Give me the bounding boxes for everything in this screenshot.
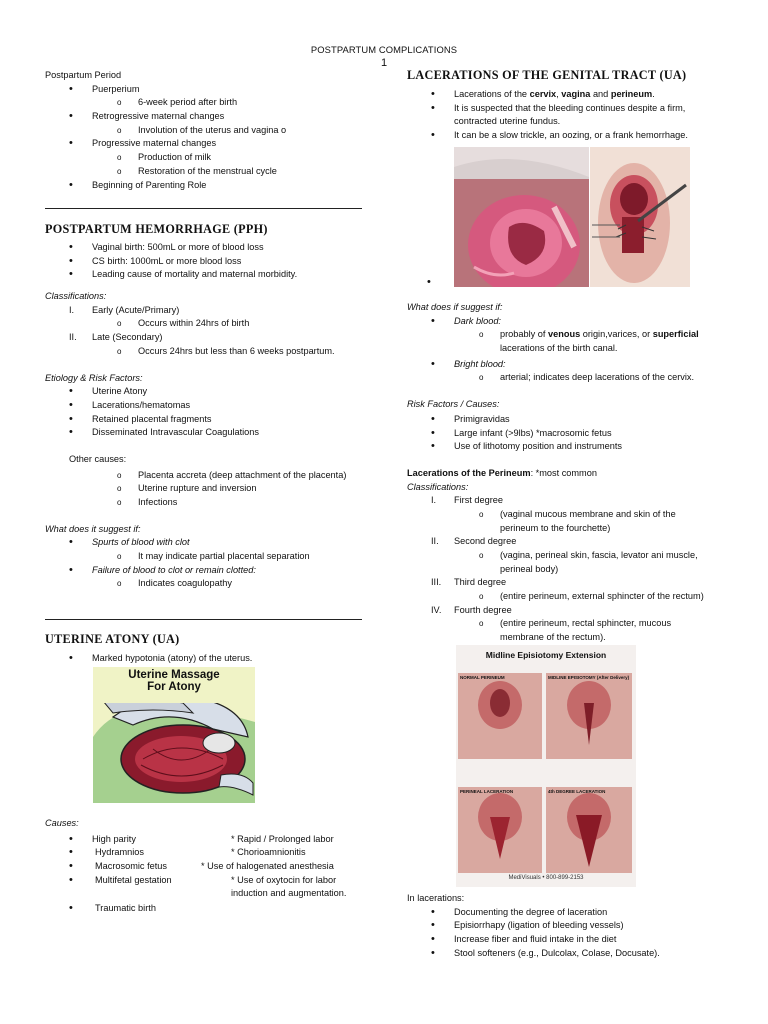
in-lacerations-label: In lacerations: (407, 893, 465, 903)
classifications-label: Classifications: (45, 291, 107, 302)
what-suggest-label: What does if suggest if: (407, 302, 503, 312)
pph-heading: POSTPARTUM HEMORRHAGE (PPH) (45, 222, 268, 236)
episiotomy-extension-figure (456, 645, 636, 887)
uterine-massage-illustration (93, 667, 255, 803)
panel-c-label: PERINEAL LACERATION (460, 789, 514, 794)
section-divider (45, 619, 362, 620)
suggest-label: What does it suggest if: (45, 523, 141, 534)
panel-a-label: NORMAL PERINEUM (460, 675, 505, 680)
perineum-title: Lacerations of the Perineum: *most common (407, 467, 597, 478)
lacerations-section: LACERATIONS OF THE GENITAL TRACT (UA) • Lacerations of the cervix, vagina and perineum. • It is suspected that the bleeding continues despite a firm, contracted uterine fundus. • It can be a slow trickle, an oozing, or a frank hemorrhage. (407, 67, 727, 143)
cervical-laceration-photo (454, 147, 589, 287)
ua-heading: UTERINE ATONY (UA) (45, 632, 180, 646)
watermark-text: MediVisuals • 800-899-2153 (508, 875, 584, 881)
illustration-title-line1: Uterine Massage (128, 669, 220, 681)
page-number: 1 (380, 57, 388, 69)
what-suggest-section: What does if suggest if: • Dark blood: o probably of venous origin,varices, or superficial lacerations of the birth canal. • Bright blood: o arterial; indicates deep lacerations of the cervix. Risk Factors / Causes: • Primigravidas • Large infant (>9lbs) *macrosomic fetus • Use of lithotomy position and instruments Lacerations of the Perineum: *most common Classifications: I. First degree o (vaginal mucous membrane and skin of the perineum to the fourchette) II. Second degree o (vagina, perineal skin, fascia, levator ani muscle, perineal body) III. Third degree o (entire perineum, external sphincter of the rectum) IV. Fourth degree o (entire perineum, rectal sphincter, mucous membrane of the rectum). (407, 301, 727, 645)
laceration-suture-illustration (590, 147, 690, 287)
list-item (69, 83, 73, 97)
episiotomy-panels-drawing (456, 645, 636, 887)
panel-b-label: MIDLINE EPISIOTOMY (After Delivery) (548, 675, 630, 680)
intro-title: Postpartum Period (45, 70, 122, 80)
illustration-title-line2: For Atony (147, 681, 201, 693)
empty-bullet: • (427, 276, 431, 288)
causes-section: Causes: • High parity * Rapid / Prolonged labor • Hydramnios * Chorioamnionitis • Macrosomic fetus * Use of halogenated anesthesia • Multifetal gestation * Use of oxytocin for labor induction and augmentation. • Traumatic birth (45, 817, 365, 916)
in-lacerations-section: In lacerations: • Documenting the degree of laceration • Episiorrhapy (ligation of bleeding vessels) • Increase fiber and fluid intake in the diet • Stool softeners (e.g., Dulcolax, Colase, Docusate). (407, 892, 727, 960)
panel-d-label: 4th DEGREE LACERATION (548, 789, 606, 794)
left-column: Postpartum Period • Puerperium o 6-week period after birth • Retrogressive maternal changes o Involution of the uterus and vagina o • Progressive maternal changes o Production of milk o Restoration of the menstrual cycle • Beginning of Parenting Role (45, 69, 365, 192)
ua-section: UTERINE ATONY (UA) • Marked hypotonia (atony) of the uterus. (45, 631, 365, 666)
document-header: POSTPARTUM COMPLICATIONS (310, 44, 458, 55)
section-divider (45, 208, 362, 209)
lacerations-heading: LACERATIONS OF THE GENITAL TRACT (UA) (407, 68, 687, 82)
pph-section: POSTPARTUM HEMORRHAGE (PPH) • Vaginal birth: 500mL or more of blood loss • CS birth: 1000mL or more blood loss • Leading cause of mortality and maternal morbidity. Classifications: I. Early (Acute/Primary) o Occurs within 24hrs of birth II. Late (Secondary) o Occurs 24hrs but less than 6 weeks postpartum. Etiology & Risk Factors: • Uterine Atony • Lacerations/hematomas • Retained placental fragments • Disseminated Intravascular Coagulations Other causes: o Placenta accreta (deep attachment of the placenta) o Uterine rupture and inversion o Infections What does it suggest if: • Spurts of blood with clot o It may indicate partial placental separation • Failure of blood to clot or remain clotted: o Indicates coagulopathy (45, 221, 365, 591)
etiology-label: Etiology & Risk Factors: (45, 372, 143, 383)
cervical-laceration-drawing (454, 147, 589, 287)
risk-factors-label: Risk Factors / Causes: (407, 399, 500, 410)
laceration-suture-drawing (590, 147, 690, 287)
figure-title: Midline Episiotomy Extension (485, 650, 607, 660)
causes-label: Causes: (45, 818, 79, 828)
